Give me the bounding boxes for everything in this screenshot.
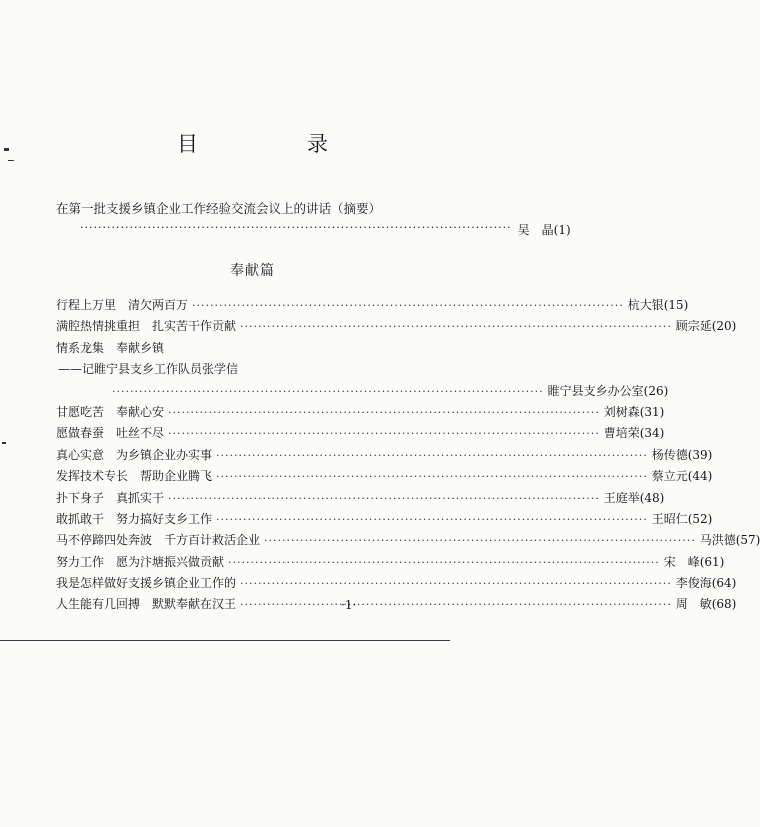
toc-list — [56, 296, 760, 617]
toc-entry-author-page: 杨传德(39) — [651, 447, 713, 462]
toc-entry-author-page: 王昭仁(52) — [651, 511, 713, 526]
dot-leader — [216, 470, 648, 483]
dot-leader — [168, 406, 600, 419]
toc-entry-title: 愿做春蚕 吐丝不尽 — [56, 426, 165, 441]
toc-entry — [56, 403, 665, 424]
dot-leader: ································································································ — [80, 221, 512, 234]
dot-leader — [192, 299, 624, 312]
toc-entry-title: 真心实意 为乡镇企业办实事 — [56, 447, 213, 462]
toc-entry-author-page: 杭大银(15) — [627, 298, 689, 312]
toc-entry — [56, 553, 725, 574]
scan-speck — [8, 160, 14, 161]
dot-leader — [216, 449, 648, 462]
toc-entry — [56, 446, 713, 467]
intro-entry-author: 吴 晶(1) — [517, 223, 571, 237]
toc-entry-title: 情系龙集 奉献乡镇 — [56, 340, 165, 355]
toc-entry — [56, 467, 713, 488]
toc-entry-author-page: 李俊海(64) — [675, 576, 737, 591]
toc-entry-author-page: 刘树森(31) — [603, 404, 665, 419]
toc-entry — [56, 339, 401, 360]
intro-entry-leader — [80, 221, 571, 238]
dot-leader — [240, 598, 672, 611]
toc-entry-title: 人生能有几回搏 默默奉献在汉王 — [56, 597, 237, 612]
toc-entry-author-page: 蔡立元(44) — [651, 469, 713, 484]
toc-entry — [56, 531, 760, 552]
intro-entry-title: 在第一批支援乡镇企业工作经验交流会议上的讲话（摘要） — [56, 201, 382, 216]
toc-entry — [56, 296, 689, 317]
toc-entry — [56, 574, 737, 595]
toc-entry — [56, 317, 737, 338]
toc-entry-title: 满腔热情挑重担 扎实苦干作贡献 — [56, 319, 237, 334]
toc-entry-author-page: 宋 峰(61) — [663, 554, 725, 569]
toc-entry-author-page: 周 敏(68) — [675, 597, 737, 612]
toc-entry-title: 甘愿吃苦 奉献心安 — [56, 404, 165, 419]
toc-entry-author-page: 马洪德(57) — [699, 533, 760, 548]
section-title: 奉献篇 — [230, 263, 275, 279]
scan-speck — [2, 442, 6, 444]
dot-leader — [168, 427, 600, 440]
dot-leader — [240, 320, 672, 333]
toc-entry-title: 努力工作 愿为汴塘振兴做贡献 — [56, 554, 225, 569]
toc-entry — [56, 424, 665, 445]
toc-entry-title: 行程上万里 清欠两百万 — [56, 298, 189, 312]
toc-entry-title: ——记睢宁县支乡工作队员张学信 — [58, 362, 239, 377]
dot-leader — [168, 492, 600, 505]
toc-entry — [56, 510, 713, 531]
toc-entry-title: 扑下身子 真抓实干 — [56, 490, 165, 505]
dot-leader — [112, 385, 544, 398]
toc-entry-title: 我是怎样做好支援乡镇企业工作的 — [56, 576, 237, 591]
toc-entry-title: 敢抓敢干 努力搞好支乡工作 — [56, 511, 213, 526]
dot-leader — [216, 513, 648, 526]
dot-leader — [240, 577, 672, 590]
toc-entry — [56, 382, 669, 403]
toc-entry-title: 发挥技术专长 帮助企业腾飞 — [56, 469, 213, 484]
page-number: ·1· — [341, 598, 357, 612]
toc-entry-author-page: 曹培荣(34) — [603, 426, 665, 441]
toc-entry-title: 马不停蹄四处奔波 千方百计救活企业 — [56, 533, 261, 548]
toc-entry-author-page: 王庭举(48) — [603, 490, 665, 505]
toc-entry — [56, 489, 665, 510]
toc-entry — [56, 360, 401, 381]
bottom-rule — [0, 640, 450, 641]
toc-entry-author-page: 顾宗延(20) — [675, 319, 737, 334]
dot-leader — [264, 534, 696, 547]
toc-entry-author-page: 睢宁县支乡办公室(26) — [547, 383, 669, 398]
page-title: 目 录 — [177, 132, 372, 156]
dot-leader — [228, 556, 660, 569]
